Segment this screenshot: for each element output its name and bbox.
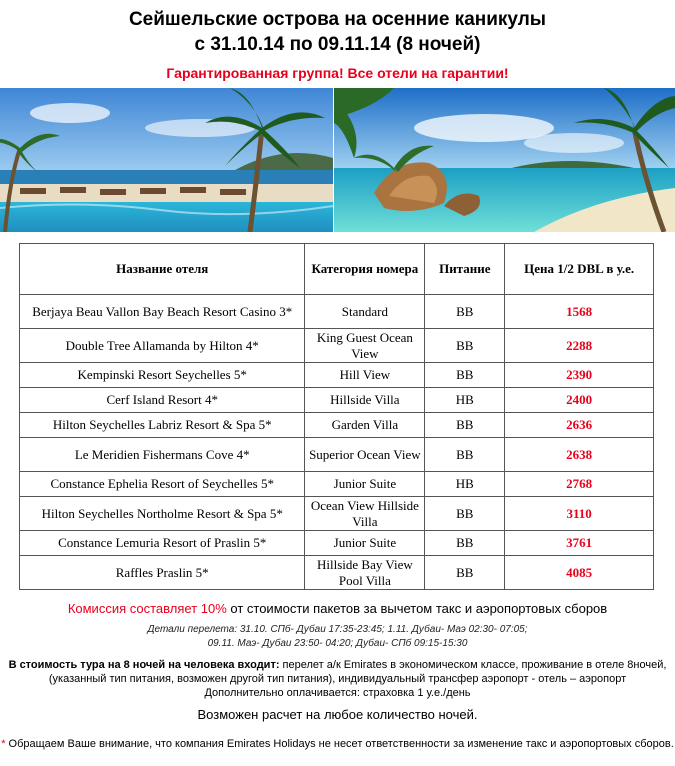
beach-rocks-photo	[334, 88, 675, 232]
meal-plan: BB	[425, 295, 505, 329]
hotel-name: Raffles Praslin 5*	[20, 556, 305, 590]
disclaimer-text: Обращаем Ваше внимание, что компания Emirates Holidays не несет ответственности за изменение такс и аэропортовых сборов.	[5, 738, 674, 750]
meal-plan: BB	[425, 413, 505, 438]
hotel-name: Hilton Seychelles Labriz Resort & Spa 5*	[20, 413, 305, 438]
hotel-name: Kempinski Resort Seychelles 5*	[20, 363, 305, 388]
asterisk: *	[1, 738, 6, 750]
room-category: Hill View	[305, 363, 425, 388]
resort-pool-photo	[0, 88, 333, 232]
commission-note	[0, 601, 675, 616]
price: 1568	[505, 295, 654, 329]
price: 2400	[505, 388, 654, 413]
table-row	[20, 438, 654, 472]
price: 4085	[505, 556, 654, 590]
hotel-name: Berjaya Beau Vallon Bay Beach Resort Casino 3*	[20, 295, 305, 329]
table-row	[20, 472, 654, 497]
room-category: Junior Suite	[305, 472, 425, 497]
meal-plan: BB	[425, 556, 505, 590]
meal-plan: BB	[425, 531, 505, 556]
hotels-price-table	[19, 243, 654, 590]
header-room-category: Категория номера	[305, 244, 425, 295]
commission-rate: Комиссия составляет 10%	[67, 601, 227, 616]
meal-plan: HB	[425, 388, 505, 413]
table-row	[20, 556, 654, 590]
price: 3110	[505, 497, 654, 531]
price: 2768	[505, 472, 654, 497]
room-category: Ocean View Hillside Villa	[305, 497, 425, 531]
included-meal-transfer: (указанный тип питания, возможен другой тип питания), индивидуальный трансфер аэропорт - отель – аэропорт	[48, 673, 627, 685]
any-nights-note: Возможен расчет на любое количество ночей.	[197, 707, 478, 722]
room-category: Superior Ocean View	[305, 438, 425, 472]
table-row	[20, 531, 654, 556]
meal-plan: BB	[425, 438, 505, 472]
table-row	[20, 413, 654, 438]
hotel-name: Cerf Island Resort 4*	[20, 388, 305, 413]
tour-included	[0, 658, 675, 700]
hotel-name: Double Tree Allamanda by Hilton 4*	[20, 329, 305, 363]
room-category: Junior Suite	[305, 531, 425, 556]
flight-details-line1: Детали перелета: 31.10. СПб- Дубаи 17:35-23:45; 1.11. Дубаи- Маэ 02:30- 07:05;	[147, 624, 528, 635]
meal-plan: BB	[425, 329, 505, 363]
table-row	[20, 497, 654, 531]
room-category: Standard	[305, 295, 425, 329]
guarantee-subtitle: Гарантированная группа! Все отели на гарантии!	[166, 65, 509, 81]
meal-plan: HB	[425, 472, 505, 497]
price: 2288	[505, 329, 654, 363]
table-row	[20, 295, 654, 329]
meal-plan: BB	[425, 363, 505, 388]
disclaimer-note	[0, 738, 675, 750]
included-text: перелет а/к Emirates в экономическом классе, проживание в отеле 8ночей,	[279, 659, 667, 671]
page-title: Сейшельские острова на осенние каникулы	[128, 9, 547, 30]
flight-details-line2: 09.11. Маэ- Дубаи 23:50- 04:20; Дубаи- СПб 09:15-15:30	[207, 638, 468, 649]
hotel-name: Constance Lemuria Resort of Praslin 5*	[20, 531, 305, 556]
hotel-name: Hilton Seychelles Northolme Resort & Spa 5*	[20, 497, 305, 531]
table-row	[20, 388, 654, 413]
room-category: Hillside Bay View Pool Villa	[305, 556, 425, 590]
header-meal: Питание	[425, 244, 505, 295]
price: 2390	[505, 363, 654, 388]
room-category: Hillside Villa	[305, 388, 425, 413]
price: 2636	[505, 413, 654, 438]
hotel-name: Le Meridien Fishermans Cove 4*	[20, 438, 305, 472]
price: 3761	[505, 531, 654, 556]
table-row	[20, 329, 654, 363]
room-category: Garden Villa	[305, 413, 425, 438]
price: 2638	[505, 438, 654, 472]
commission-text: от стоимости пакетов за вычетом такс и аэропортовых сборов	[226, 601, 608, 616]
hotel-name: Constance Ephelia Resort of Seychelles 5*	[20, 472, 305, 497]
flight-details	[0, 623, 675, 651]
included-heading: В стоимость тура на 8 ночей на человека входит:	[8, 659, 280, 671]
page-title-dates: с 31.10.14 по 09.11.14 (8 ночей)	[194, 34, 481, 55]
table-header-row	[20, 244, 654, 295]
extra-payment: Дополнительно оплачивается: страховка 1 у.е./день	[204, 687, 471, 699]
header-price: Цена 1/2 DBL в у.е.	[505, 244, 654, 295]
table-row	[20, 363, 654, 388]
room-category: King Guest Ocean View	[305, 329, 425, 363]
meal-plan: BB	[425, 497, 505, 531]
header-hotel-name: Название отеля	[20, 244, 305, 295]
